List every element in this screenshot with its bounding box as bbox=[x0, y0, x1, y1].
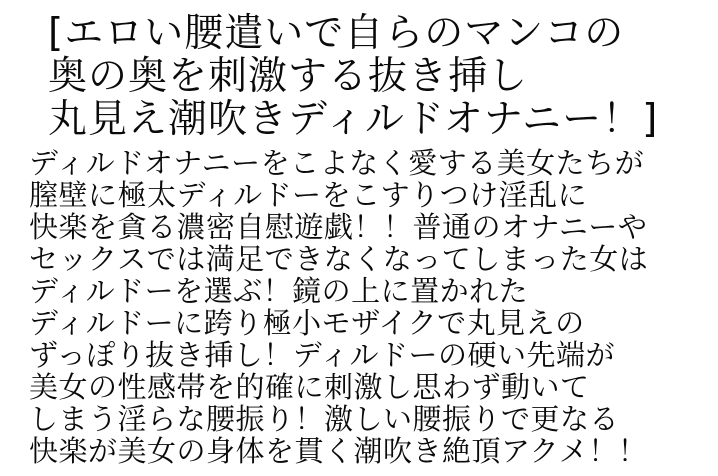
description-line: 快楽を貪る濃密自慰遊戯！！普通のオナニーや bbox=[29, 210, 648, 244]
description-line: 快楽が美女の身体を貫く潮吹き絶頂アクメ！！ bbox=[29, 434, 648, 468]
description-line: ずっぽり抜き挿し！ディルドーの硬い先端が bbox=[29, 338, 615, 372]
description-line: ディルドオナニーをこよなく愛する美女たちが bbox=[29, 146, 645, 180]
description-line: セックスでは満足できなくなってしまった女は bbox=[29, 242, 649, 276]
description-block bbox=[29, 147, 648, 467]
title-line: 奥の奥を刺激する抜き挿し bbox=[48, 54, 529, 99]
description-line: 膣壁に極太ディルドーをこすりつけ淫乱に bbox=[29, 178, 588, 212]
description-line: 美女の性感帯を的確に刺激し思わず動いて bbox=[29, 370, 590, 404]
description-line: ディルドーに跨り極小モザイクで丸見えの bbox=[29, 306, 585, 340]
title-line: 丸見え潮吹きディルドオナニー！] bbox=[48, 97, 659, 142]
description-line: ディルドーを選ぶ！鏡の上に置かれた bbox=[29, 274, 529, 308]
title-line: [エロい腰遣いで自らのマンコの bbox=[48, 11, 625, 56]
title-block bbox=[48, 12, 658, 141]
description-line: しまう淫らな腰振り！激しい腰振りで更なる bbox=[29, 402, 620, 436]
